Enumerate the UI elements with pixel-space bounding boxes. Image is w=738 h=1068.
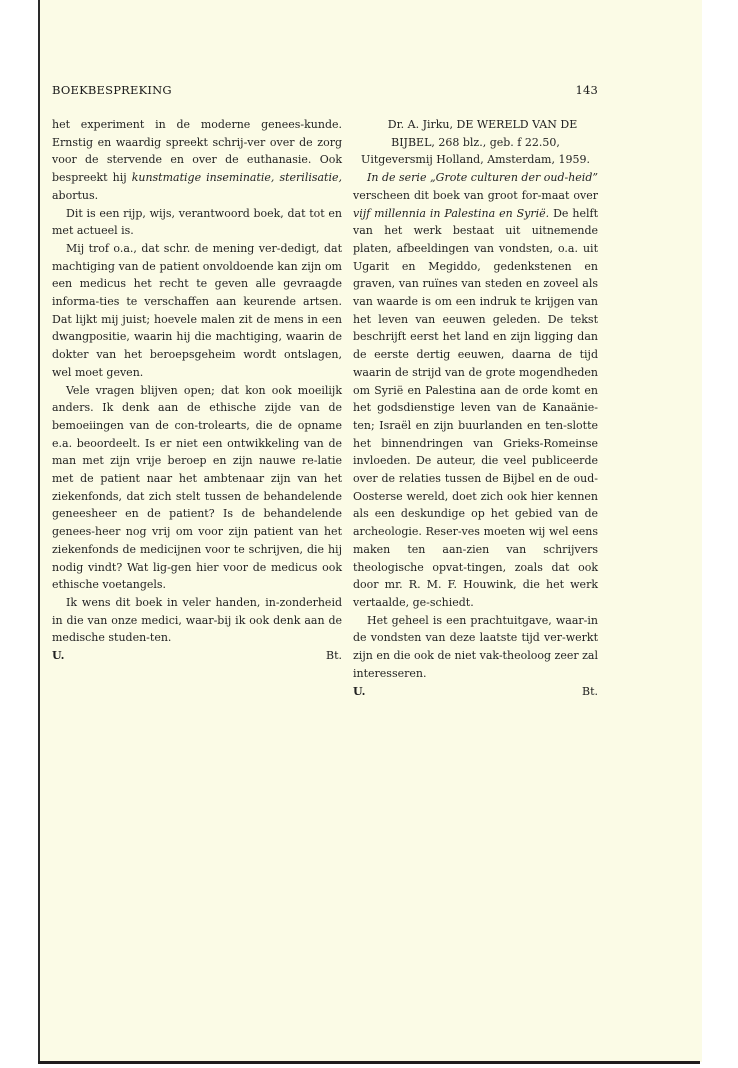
signature-initial: U. [353, 684, 366, 698]
right-signature [353, 683, 598, 701]
left-signature [52, 647, 342, 665]
signature-initial: U. [52, 649, 65, 663]
right-paragraph-2: Het geheel is een prachtuitgave, waar-in de vondsten van deze laatste tijd ver-werkt zijn en die ook de niet vak-theoloog zeer zal interesseren. [353, 613, 598, 680]
signature-reviewer: Bt. [581, 684, 598, 698]
header-title: BOEKBESPREKING [52, 83, 172, 97]
bottom-rule [38, 1061, 700, 1064]
signature-reviewer: Bt. [325, 649, 342, 663]
left-paragraph-5: Ik wens dit boek in veler handen, in-zonderheid in die van onze medici, waar-bij ik ook denk aan de medische studen-ten. [52, 595, 342, 645]
right-column [353, 116, 598, 700]
book-citation: Dr. A. Jirku, DE WERELD VAN DE BIJBEL, 268 blz., geb. f 22.50, Uitgeversmij Holland, Amsterdam, 1959. [361, 118, 590, 167]
left-paragraph-3: Mij trof o.a., dat schr. de mening ver-dedigt, dat machtiging van de patient onvoldoende kan zijn om een medicus het recht te geven alle gevraagde informa-ties te verschaffen aan keurende artsen. Dat lijkt mij juist; hoevele malen zit de mens in een dwangpositie, waarin hij die machtiging, waarin de dokter van het beroepsgeheim wordt ontslagen, wel moet geven. [52, 241, 342, 379]
left-paragraph-2: Dit is een rijp, wijs, verantwoord boek, dat tot en met actueel is. [52, 206, 342, 238]
page-number: 143 [575, 83, 598, 97]
left-paragraph-4: Vele vragen blijven open; dat kon ook moeilijk anders. Ik denk aan de ethische zijde van de bemoeiingen van de con-trolearts, die de opname e.a. beoordeelt. Is er niet een ontwikkeling van de man met zijn vrije beroep en zijn nauwe re-latie met de patient naar het ambtenaar zijn van het ziekenfonds, dat zich stelt tussen de behandelende geneesheer en de patient? Is de behandelende genees-heer nog vrij om voor zijn patient van het ziekenfonds de medicijnen voor te schrijven, die hij nodig vindt? Wat lig-gen hier voor de medicus ook ethische voetangels. [52, 383, 342, 592]
right-paragraph-1: In de serie „Grote culturen der oud-heid” verscheen dit boek van groot for-maat over vijf millennia in Palestina en Syrië. De helft van het werk bestaat uit uitnemende platen, afbeeldingen van vondsten, o.a. uit Ugarit en Megiddo, gedenkstenen en graven, van ruïnes van steden en zoveel als van waarde is om een indruk te krijgen van het leven van eeuwen geleden. De tekst beschrijft eerst het land en zijn ligging dan de eerste dertig eeuwen, daarna de tijd waarin de strijd van de grote mogendheden om Syrië en Palestina aan de orde komt en het godsdienstige leven van de Kanaänie-ten; Israël en zijn buurlanden en ten-slotte het binnendringen van Grieks-Romeinse invloeden. De auteur, die veel publiceerde over de relaties tussen de Bijbel en de oud-Oosterse wereld, doet zich ook hier kennen als een deskundige op het gebied van de archeologie. Reser-ves moeten wij wel eens maken ten aan-zien van schrijvers theologische opvat-tingen, zoals dat ook door mr. R. M. F. Houwink, die het werk vertaalde, ge-schiedt. [353, 171, 598, 609]
left-paragraph-1: het experiment in de moderne genees-kunde. Ernstig en waardig spreekt schrij-ver over de zorg voor de stervende en over de euthanasie. Ook bespreekt hij kunstmatige inseminatie, sterilisatie, abortus. [52, 118, 342, 202]
left-column [52, 116, 342, 665]
running-header [52, 83, 598, 97]
